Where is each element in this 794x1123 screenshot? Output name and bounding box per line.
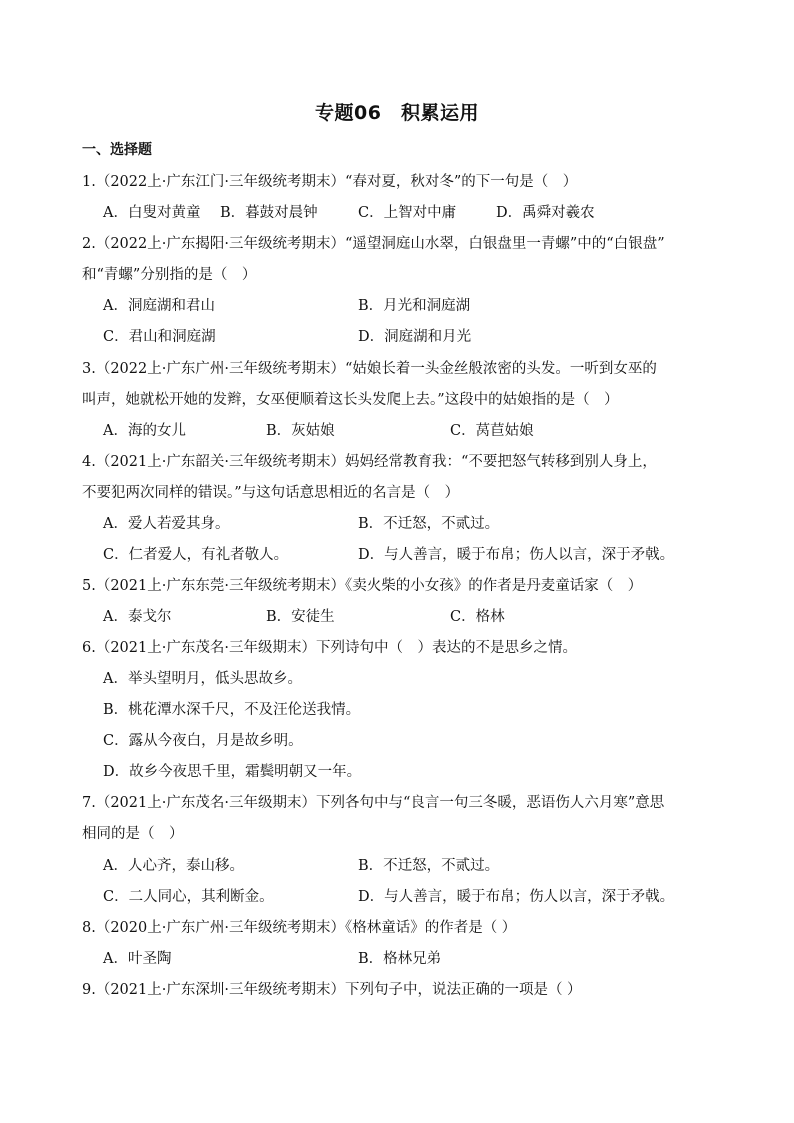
question-7-line-2: 相同的是（ ） <box>82 826 184 842</box>
question-3-option-b: B．灰姑娘 <box>266 423 335 439</box>
question-2-option-a: A．洞庭湖和君山 <box>103 298 215 314</box>
question-7-line-1: 7.（2021上·广东茂名·三年级期末）下列各句中与“良言一句三冬暖，恶语伤人六月寒”意思 <box>82 795 665 811</box>
question-2-line-1: 2.（2022上·广东揭阳·三年级统考期末）“遥望洞庭山水翠，白银盘里一青螺”中的“白银盘” <box>82 236 665 252</box>
question-3-option-c: C．莴苣姑娘 <box>450 423 534 439</box>
question-6-option-c: C．露从今夜白，月是故乡明。 <box>103 733 303 749</box>
question-1-option-b: B．暮鼓对晨钟 <box>220 205 318 221</box>
question-2-line-2: 和“青螺”分别指的是（ ） <box>82 267 257 283</box>
question-4-option-c: C．仁者爱人，有礼者敬人。 <box>103 547 289 563</box>
question-8-option-a: A．叶圣陶 <box>103 951 172 967</box>
question-6-option-b: B．桃花潭水深千尺，不及汪伦送我情。 <box>103 702 361 718</box>
question-5-line-1: 5.（2021上·广东东莞·三年级统考期末）《卖火柴的小女孩》的作者是丹麦童话家（ ） <box>82 578 643 594</box>
question-8-line-1: 8.（2020上·广东广州·三年级统考期末）《格林童话》的作者是（ ） <box>82 920 517 936</box>
question-3-line-1: 3.（2022上·广东广州·三年级统考期末）“姑娘长着一头金丝般浓密的头发。一听到女巫的 <box>82 361 657 377</box>
question-4-line-2: 不要犯两次同样的错误。”与这句话意思相近的名言是（ ） <box>82 485 460 501</box>
question-1-option-d: D．禹舜对羲农 <box>496 205 595 221</box>
question-2-option-b: B．月光和洞庭湖 <box>358 298 471 314</box>
question-7-option-a: A．人心齐，泰山移。 <box>103 858 244 874</box>
question-1-option-c: C．上智对中庸 <box>358 205 457 221</box>
question-3-option-a: A．海的女儿 <box>103 423 186 439</box>
page-title: 专题06 积累运用 <box>315 102 479 124</box>
question-4-option-b: B．不迁怒，不贰过。 <box>358 516 500 532</box>
question-9-line-1: 9.（2021上·广东深圳·三年级统考期末）下列句子中，说法正确的一项是（ ） <box>82 982 582 998</box>
question-4-option-d: D．与人善言，暖于布帛；伤人以言，深于矛戟。 <box>358 547 675 563</box>
question-2-option-d: D．洞庭湖和月光 <box>358 329 472 345</box>
question-2-option-c: C．君山和洞庭湖 <box>103 329 216 345</box>
question-6-line-1: 6.（2021上·广东茂名·三年级期末）下列诗句中（ ）表达的不是思乡之情。 <box>82 640 577 656</box>
question-8-option-b: B．格林兄弟 <box>358 951 442 967</box>
question-4-line-1: 4.（2021上·广东韶关·三年级统考期末）妈妈经常教育我：“不要把怒气转移到别人身上， <box>82 454 657 470</box>
question-7-option-d: D．与人善言，暖于布帛；伤人以言，深于矛戟。 <box>358 889 675 905</box>
question-1-option-a: A．白叟对黄童 <box>103 205 201 221</box>
section-heading: 一、选择题 <box>82 142 152 158</box>
question-6-option-d: D．故乡今夜思千里，霜鬓明朝又一年。 <box>103 764 362 780</box>
question-7-option-c: C．二人同心，其利断金。 <box>103 889 274 905</box>
question-1-line-1: 1.（2022上·广东江门·三年级统考期末）“春对夏，秋对冬”的下一句是（ ） <box>82 174 578 190</box>
question-5-option-c: C．格林 <box>450 609 505 625</box>
question-7-option-b: B．不迁怒，不贰过。 <box>358 858 500 874</box>
question-6-option-a: A．举头望明月，低头思故乡。 <box>103 671 302 687</box>
question-4-option-a: A．爱人若爱其身。 <box>103 516 230 532</box>
question-5-option-b: B．安徒生 <box>266 609 335 625</box>
question-5-option-a: A．泰戈尔 <box>103 609 172 625</box>
question-3-line-2: 叫声，她就松开她的发辫，女巫便顺着这长头发爬上去。”这段中的姑娘指的是（ ） <box>82 392 619 408</box>
